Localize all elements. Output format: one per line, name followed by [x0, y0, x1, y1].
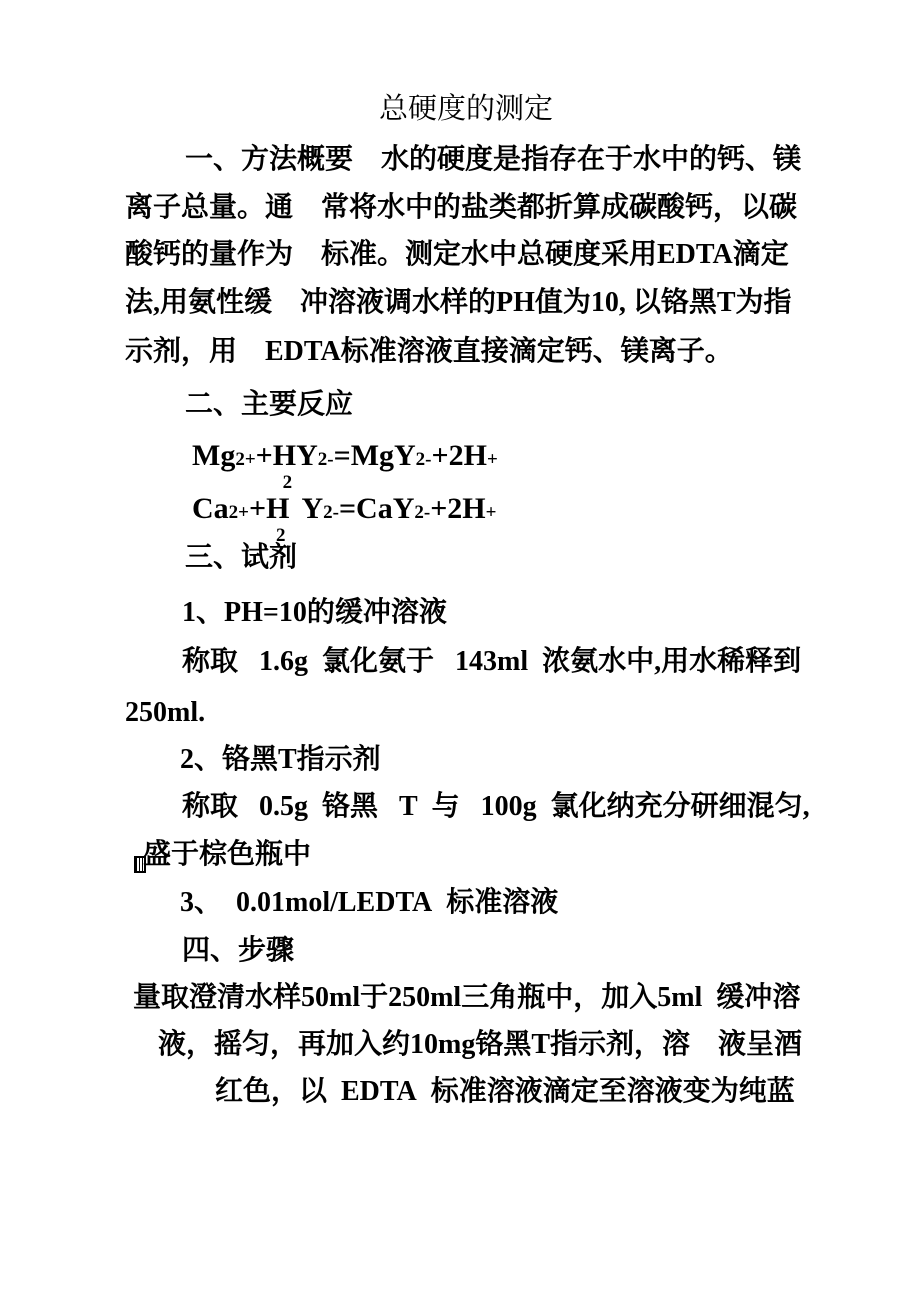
- formula-product: =MgY: [333, 439, 416, 472]
- formula-plus-h: +H: [249, 492, 290, 525]
- reagent-item-2-title: 2、铬黑T指示剂: [180, 744, 381, 775]
- section-heading-steps: 四、步骤: [182, 935, 295, 966]
- reagent-item-3-title: 3、 0.01mol/LEDTA 标准溶液: [180, 887, 559, 918]
- paragraph-method-line-1: 一、方法概要 水的硬度是指存在于水中的钙、镁: [185, 144, 802, 175]
- steps-text-line-2: 液，摇匀，再加入约10mg铬黑T指示剂，溶 液呈酒: [158, 1029, 803, 1060]
- section-heading-reagents: 三、试剂: [185, 542, 298, 573]
- reagent-item-2-text-line-2: 盛于棕色瓶中: [143, 839, 312, 870]
- formula-charge: 2-: [414, 502, 431, 523]
- reagent-item-1-title: 1、PH=10的缓冲溶液: [182, 597, 447, 628]
- formula-y: Y: [301, 492, 324, 525]
- formula-base: Ca: [192, 492, 229, 525]
- formula-h-group: [255, 439, 297, 493]
- formula-subscript-below: 2: [282, 472, 293, 493]
- formula-subscript-below: 2: [276, 525, 286, 546]
- reagent-item-1-text-line-1: 称取 1.6g 氯化氨于 143ml 浓氨水中,用水稀释到: [182, 646, 802, 677]
- formula-charge: 2+: [228, 502, 249, 523]
- reagent-item-1-text-line-2: 250ml.: [125, 697, 206, 728]
- formula-charge: 2+: [235, 449, 256, 470]
- formula-charge: +: [485, 502, 497, 523]
- steps-text-line-1: 量取澄清水样50ml于250ml三角瓶中，加入5ml 缓冲溶: [133, 982, 801, 1013]
- paragraph-method-line-5: 示剂，用 EDTA标准溶液直接滴定钙、镁离子。: [125, 336, 733, 367]
- formula-plus-h: +H: [255, 439, 297, 472]
- section-heading-reactions: 二、主要反应: [185, 389, 354, 420]
- formula-tail: +2H: [430, 492, 486, 525]
- reagent-item-2-text-line-1: 称取 0.5g 铬黑 T 与 100g 氯化纳充分研细混匀,: [182, 791, 810, 822]
- formula-base: Mg: [192, 439, 236, 472]
- formula-product: =CaY: [338, 492, 415, 525]
- formula-h-group: [249, 492, 290, 546]
- formula-charge: 2-: [415, 449, 432, 470]
- paragraph-method-line-3: 酸钙的量作为 标准。测定水中总硬度采用EDTA滴定: [125, 239, 789, 270]
- formula-tail: +2H: [431, 439, 487, 472]
- paragraph-method-line-4: 法,用氨性缓 冲溶液调水样的PH值为10, 以铬黑T为指: [125, 287, 792, 318]
- formula-charge: 2-: [317, 449, 334, 470]
- reaction-formula-mg: [192, 439, 498, 493]
- formula-charge: +: [486, 449, 498, 470]
- formula-y: Y: [296, 439, 318, 472]
- reaction-formula-ca: [192, 492, 497, 546]
- steps-text-line-3: 红色，以 EDTA 标准溶液滴定至溶液变为纯蓝: [215, 1076, 795, 1107]
- page-title: 总硬度的测定: [378, 93, 553, 125]
- paragraph-method-line-2: 离子总量。通 常将水中的盐类都折算成碳酸钙，以碳: [125, 192, 798, 223]
- formula-charge: 2-: [323, 502, 339, 523]
